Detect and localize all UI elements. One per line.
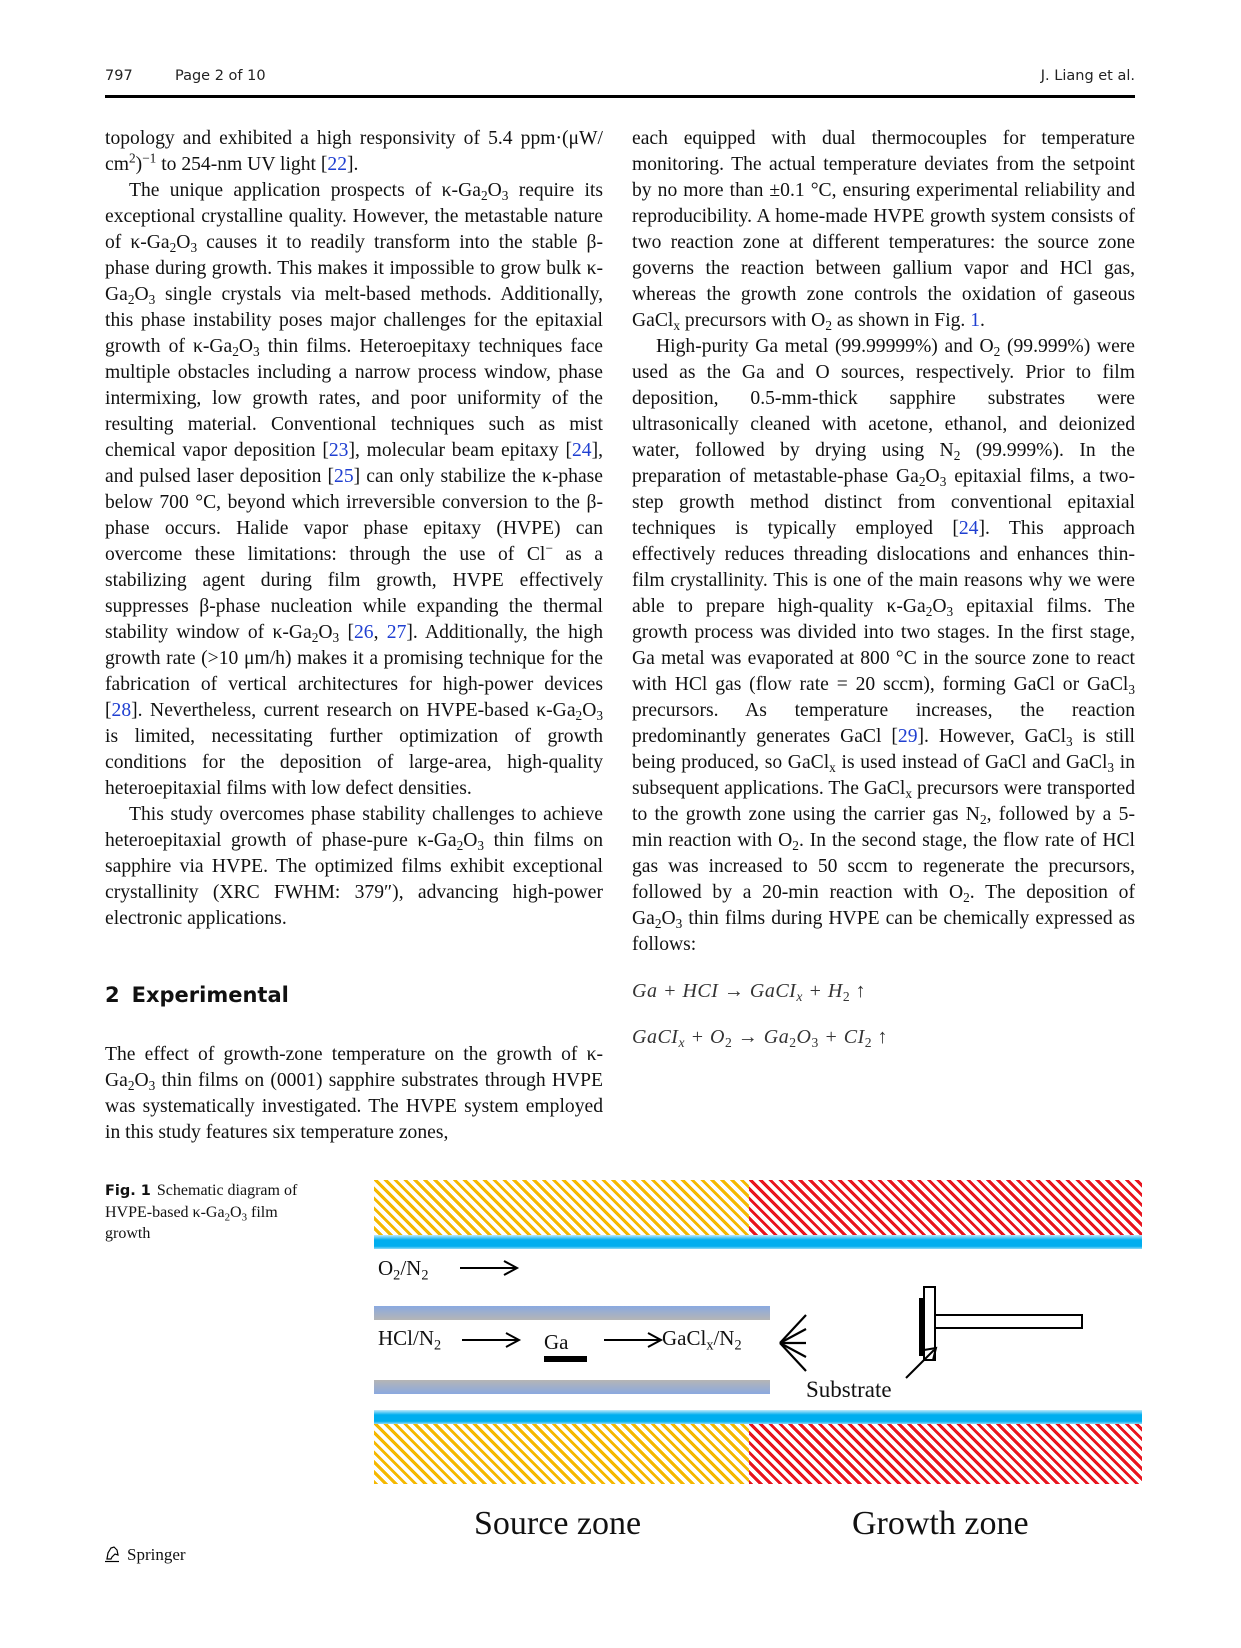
- source-zone-heater-top: [374, 1180, 749, 1240]
- paragraph: each equipped with dual thermocouples for temperature monitoring. The actual temperature deviates from the setpoint by no more than ±0.1 °C, ensuring experimental reliability and reproducibility. A home-made HVPE growth system consists of two reaction zone at different temperatures: the source zone governs the reaction between gallium vapor and HCl gas, whereas the growth zone controls the oxidation of gaseous GaCl$_x$ precursors with $O_2$ as shown in Fig. 1.: [632, 128, 1135, 333]
- publisher-footer: [103, 1545, 186, 1565]
- paragraph: This study overcomes phase stability challenges to achieve heteroepitaxial growth of phase-pure $\kappa-Ga_2O_3$ thin films on sapphire via HVPE. The optimized films exhibit exceptional crystallinity (XRC FWHM: 379″), advancing high-power electronic applications.: [105, 804, 603, 929]
- source-zone-label: Source zone: [474, 1505, 642, 1542]
- paragraph: High-purity Ga metal (99.99999%) and $O_2$ (99.999%) were used as the Ga and O sources, respectively. Prior to film deposition, 0.5-mm-thick sapphire substrates were ultrasonically cleaned with acetone, ethanol, and deionized water, followed by drying using $N_2$ (99.999%). In the preparation of metastable-phase $Ga_2O_3$ epitaxial films, a two-step growth method distinct from conventional epitaxial techniques is typically employed [24]. This approach effectively reduces threading dislocations and enhances thin-film crystallinity. This is one of the main reasons why we were able to prepare high-quality $\kappa-Ga_2O_3$ epitaxial films. The growth process was divided into two stages. In the first stage, Ga metal was evaporated at 800 °C in the source zone to react with HCl gas (flow rate = 20 sccm), forming GaCl or GaCl$_3$ precursors. As temperature increases, the reaction predominantly generates GaCl [29]. However, GaCl$_3$ is still being produced, so GaCl$_x$ is used instead of GaCl and GaCl$_3$ in subsequent applications. The GaCl$_x$ precursors were transported to the growth zone using the carrier gas $N_2$, followed by a 5-min reaction with $O_2$. In the second stage, the flow rate of HCl gas was increased to 50 sccm to regenerate the precursors, followed by a 20-min reaction with $O_2$. The deposition of $Ga_2O_3$ thin films during HVPE can be chemically expressed as follows:: [632, 336, 1136, 955]
- quartz-tube-top-wall: [374, 1235, 1142, 1249]
- paragraph: The unique application prospects of $\kappa-Ga_2O_3$ require its exceptional crystalline quality. However, the metastable nature of $\kappa-Ga_2O_3$ causes it to readily transform into the stable β-phase during growth. This makes it impossible to grow bulk $\kappa-Ga_2O_3$ single crystals via melt-based methods. Additionally, this phase instability poses major challenges for the epitaxial growth of $\kappa-Ga_2O_3$ thin films. Heteroepitaxy techniques face multiple obstacles including a narrow process window, phase intermixing, low growth rates, and poor uniformity of the resulting material. Conventional techniques such as mist chemical vapor deposition [23], molecular beam epitaxy [24], and pulsed laser deposition [25] can only stabilize the κ-phase below 700 °C, beyond which irreversible conversion to the β-phase occurs. Halide vapor phase epitaxy (HVPE) can overcome these limitations: through the use of Cl− as a stabilizing agent during film growth, HVPE effectively suppresses β-phase nucleation while expanding the thermal stability window of $\kappa-Ga_2O_3$ [26, 27]. Additionally, the high growth rate (>10 μm/h) makes it a promising technique for the fabrication of vertical architectures for high-power devices [28]. Nevertheless, current research on HVPE-based $\kappa-Ga_2O_3$ is limited, necessitating further optimization of growth conditions for the deposition of large-area, high-quality heteroepitaxial films with low defect densities.: [105, 180, 604, 799]
- equation-2: GaCI$_x$ + $O_2 \to Ga_2O_3 + CI_2$ ↑: [632, 1026, 889, 1051]
- o2-n2-label: $O_2/N_2$: [378, 1256, 429, 1284]
- equation-1: Ga + HCI → GaCI$_x$ + $H_2$ ↑: [632, 980, 867, 1005]
- running-header: [105, 66, 1135, 90]
- page-number: 797: [105, 68, 133, 84]
- citation-link[interactable]: 24: [958, 518, 979, 539]
- citation-link[interactable]: 27: [386, 622, 407, 643]
- citation-link[interactable]: 22: [327, 154, 347, 175]
- figure-link[interactable]: 1: [970, 310, 981, 331]
- substrate-holder-icon: [914, 1270, 1144, 1370]
- hcl-n2-label: HCl/$N_2$: [378, 1326, 442, 1354]
- ga-label: Ga: [544, 1330, 569, 1354]
- substrate-label: Substrate: [806, 1377, 892, 1402]
- paragraph: topology and exhibited a high responsivity of 5.4 ppm·(μW/ $cm^2)^{-1}$ to 254-nm UV light [22].: [105, 128, 603, 175]
- flow-arrow-icon: [462, 1330, 522, 1350]
- flow-arrow-icon: [604, 1330, 664, 1350]
- citation-link[interactable]: 25: [334, 466, 354, 487]
- gas-spray-icon: [778, 1310, 808, 1380]
- ga-boat: [544, 1356, 587, 1362]
- figure-label: Fig. 1: [105, 1183, 151, 1199]
- springer-horse-logo-icon: [103, 1545, 121, 1563]
- right-column: [632, 126, 1135, 1050]
- substrate-pointer-arrow-icon: [904, 1340, 944, 1380]
- citation-link[interactable]: 24: [571, 440, 592, 461]
- paragraph: The effect of growth-zone temperature on the growth of $\kappa-Ga_2O_3$ thin films on (0001) sapphire substrates through HVPE was systematically investigated. The HVPE system employed in this study features six temperature zones,: [105, 1044, 603, 1143]
- section-heading: 2 Experimental: [105, 983, 289, 1007]
- inner-liner-bottom: [374, 1380, 770, 1394]
- citation-link[interactable]: 26: [353, 622, 374, 643]
- citation-link[interactable]: 28: [111, 700, 132, 721]
- authors-label: J. Liang et al.: [1040, 68, 1135, 84]
- left-column: [105, 126, 603, 1146]
- gaclx-n2-label: $GaCl_x/N_2$: [662, 1326, 742, 1354]
- citation-link[interactable]: 29: [897, 726, 918, 747]
- header-rule: [105, 95, 1135, 98]
- figure-caption: Fig. 1 Schematic diagram of HVPE-based $\kappa-Ga_2O_3$ film growth: [105, 1182, 298, 1242]
- growth-zone-heater-bottom: [749, 1424, 1142, 1484]
- flow-arrow-icon: [460, 1258, 520, 1278]
- quartz-tube-bottom-wall: [374, 1410, 1142, 1424]
- publisher-name: Springer: [127, 1545, 186, 1564]
- hvpe-schematic-figure: [374, 1170, 1142, 1542]
- growth-zone-heater-top: [749, 1180, 1142, 1240]
- source-zone-heater-bottom: [374, 1424, 749, 1484]
- growth-zone-label: Growth zone: [852, 1505, 1029, 1542]
- inner-liner-top: [374, 1306, 770, 1320]
- citation-link[interactable]: 23: [328, 440, 349, 461]
- page-of-label: Page 2 of 10: [175, 68, 266, 84]
